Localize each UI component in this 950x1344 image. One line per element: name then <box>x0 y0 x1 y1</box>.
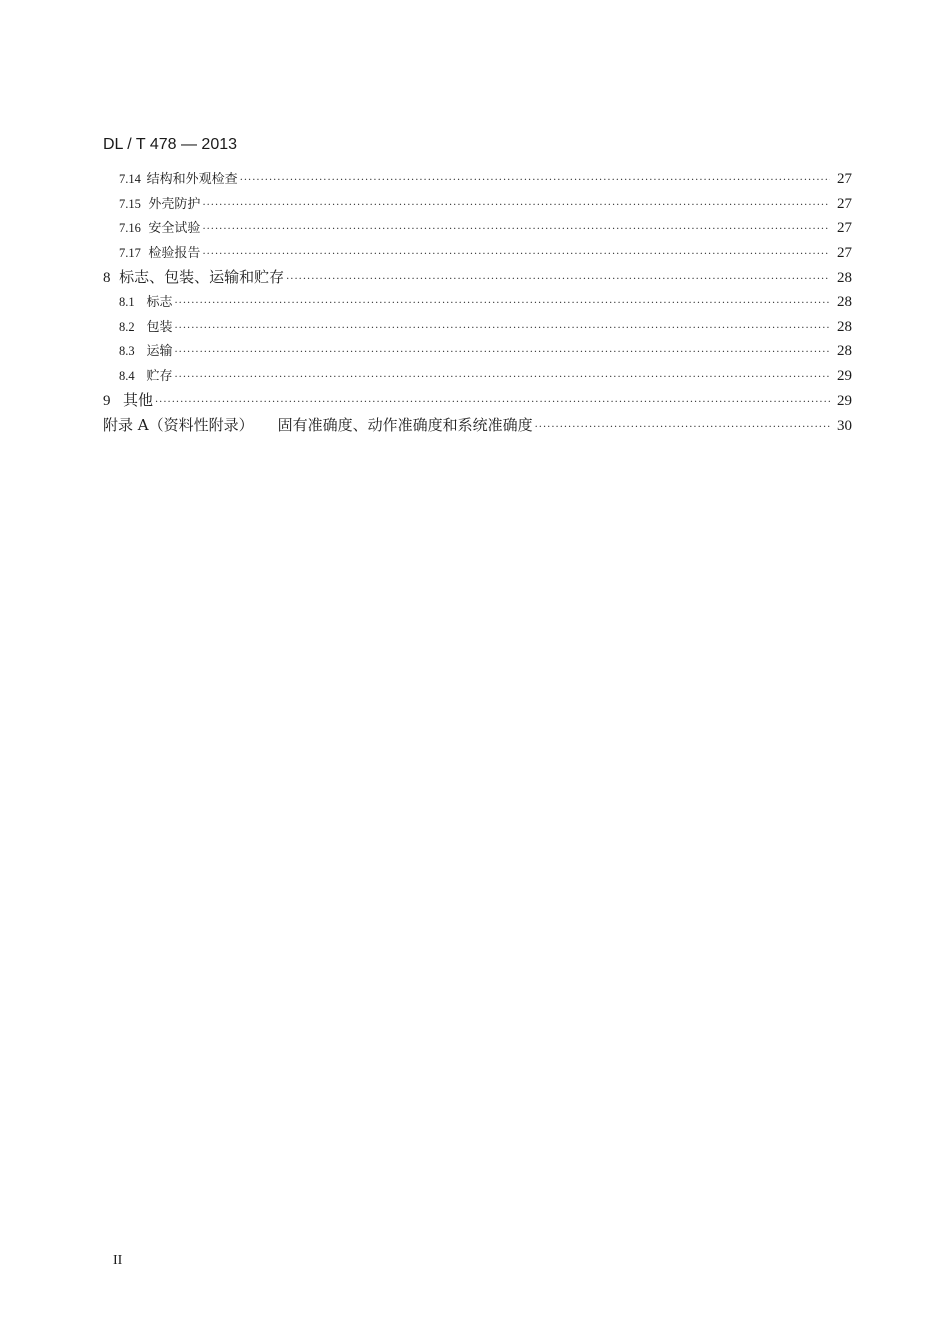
toc-entry-title: 外壳防护 <box>148 196 201 212</box>
toc-entry-page: 27 <box>837 195 852 212</box>
toc-dot-leader <box>240 175 830 186</box>
toc-entry-number: 7.15 <box>119 196 141 211</box>
toc-entry[interactable] <box>103 217 852 242</box>
toc-dot-leader <box>175 323 831 334</box>
toc-entry[interactable] <box>103 168 852 193</box>
page-number: II <box>113 1253 123 1268</box>
toc-entry-title: 标志、包装、运输和贮存 <box>119 268 285 287</box>
toc-entry-page: 28 <box>837 270 852 287</box>
toc-entry-page: 27 <box>837 244 852 261</box>
toc-entry[interactable] <box>103 291 852 316</box>
toc-entry-page: 28 <box>837 343 852 360</box>
toc-entry-number: 8 <box>103 270 111 287</box>
toc-entry-number: 7.17 <box>119 245 141 260</box>
toc-entry-title: 贮存 <box>146 368 173 384</box>
toc-entry-title: 检验报告 <box>148 245 201 261</box>
toc-entry-number: 7.14 <box>119 172 141 186</box>
toc-dot-leader <box>202 224 830 235</box>
toc-dot-leader <box>202 249 830 260</box>
toc-entry-page: 30 <box>837 417 852 434</box>
toc-entry-number: 8.1 <box>119 294 135 309</box>
toc-entry[interactable] <box>103 389 852 414</box>
toc-entry[interactable] <box>103 316 852 341</box>
toc-entry-page: 29 <box>837 393 852 410</box>
toc-entry-number: 7.16 <box>119 221 141 236</box>
toc-dot-leader <box>286 274 830 285</box>
toc-entry[interactable] <box>103 266 852 291</box>
toc-entry-title: 其他 <box>122 391 153 410</box>
toc-entry-page: 28 <box>837 293 852 310</box>
toc-entry-title: 结构和外观检查 <box>146 172 238 187</box>
toc-entry-page: 28 <box>837 318 852 335</box>
toc-dot-leader <box>202 200 830 211</box>
table-of-contents <box>103 168 852 439</box>
toc-dot-leader <box>155 397 830 408</box>
toc-entry-number: 8.3 <box>119 344 135 359</box>
toc-entry-title: 包装 <box>146 319 173 335</box>
toc-appendix-label: 附录 A（资料性附录） <box>103 415 254 434</box>
toc-entry[interactable] <box>103 340 852 365</box>
toc-entry[interactable] <box>103 365 852 390</box>
toc-appendix-title: 固有准确度、动作准确度和系统准确度 <box>277 415 533 434</box>
toc-entry-title: 安全试验 <box>148 221 201 237</box>
toc-entry[interactable] <box>103 193 852 218</box>
toc-entry-page: 27 <box>837 171 852 187</box>
toc-dot-leader <box>535 422 830 433</box>
toc-entry-title: 运输 <box>146 344 173 360</box>
toc-entry[interactable] <box>103 242 852 267</box>
standard-code-header: DL / T 478 — 2013 <box>103 136 238 153</box>
toc-entry-page: 27 <box>837 220 852 237</box>
toc-dot-leader <box>175 372 831 383</box>
toc-entry-number: 8.2 <box>119 319 135 334</box>
toc-entry-number: 8.4 <box>119 368 135 383</box>
toc-entry-number: 9 <box>103 393 111 410</box>
toc-entry-title: 标志 <box>146 294 173 310</box>
toc-dot-leader <box>175 298 831 309</box>
toc-entry-page: 29 <box>837 367 852 384</box>
toc-dot-leader <box>175 347 831 358</box>
toc-appendix-entry[interactable] <box>103 414 852 439</box>
